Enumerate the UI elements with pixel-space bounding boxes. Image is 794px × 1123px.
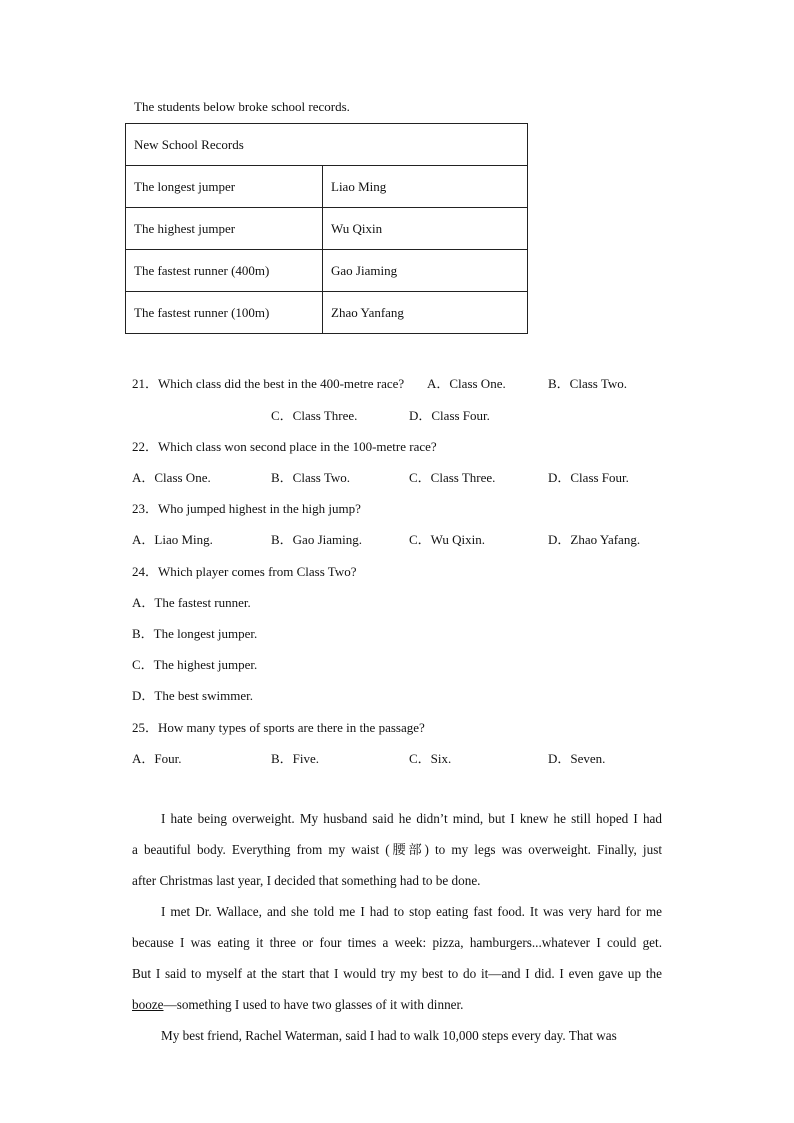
- question-22-stem: 22．Which class won second place in the 100-metre race?: [132, 439, 437, 454]
- q25-option-d: D．Seven.: [548, 751, 606, 766]
- passage-line: My best friend, Rachel Waterman, said I had to walk 10,000 steps every day. That was: [161, 1028, 617, 1043]
- q22-option-c: C．Class Three.: [409, 470, 496, 485]
- question-25-stem: 25．How many types of sports are there in the passage?: [132, 720, 425, 735]
- table-row: [126, 292, 528, 334]
- underlined-word: booze: [132, 997, 164, 1012]
- table-row: [126, 250, 528, 292]
- q21-option-d: D．Class Four.: [409, 408, 490, 423]
- q22-option-d: D．Class Four.: [548, 470, 629, 485]
- q24-option-d: D．The best swimmer.: [132, 688, 253, 703]
- question-23-stem: 23．Who jumped highest in the high jump?: [132, 501, 361, 516]
- q25-option-b: B．Five.: [271, 751, 320, 766]
- q21-option-a: A．Class One.: [427, 376, 506, 391]
- passage-line: because I was eating it three or four times a week: pizza, hamburgers...whatever I could get.: [132, 935, 662, 950]
- q23-option-c: C．Wu Qixin.: [409, 532, 486, 547]
- school-records-table: [125, 123, 528, 334]
- q24-option-a: A．The fastest runner.: [132, 595, 251, 610]
- passage-line-rest: —something I used to have two glasses of it with dinner.: [163, 997, 464, 1012]
- question-24-stem: 24．Which player comes from Class Two?: [132, 564, 357, 579]
- q21-option-b: B．Class Two.: [548, 376, 628, 391]
- question-21-stem: 21．Which class did the best in the 400-metre race?: [132, 376, 405, 391]
- passage-line: I met Dr. Wallace, and she told me I had to stop eating fast food. It was very hard for me: [161, 904, 662, 919]
- q24-option-b: B．The longest jumper.: [132, 626, 258, 641]
- q21-option-c: C．Class Three.: [271, 408, 358, 423]
- name-cell: Gao Jiaming: [323, 250, 528, 292]
- q25-option-a: A．Four.: [132, 751, 182, 766]
- q23-option-b: B．Gao Jiaming.: [271, 532, 362, 547]
- table-header-row: [126, 124, 528, 166]
- passage-line: [132, 989, 662, 1020]
- record-cell: The highest jumper: [126, 208, 323, 250]
- q24-option-c: C．The highest jumper.: [132, 657, 258, 672]
- intro-text: The students below broke school records.: [134, 99, 350, 114]
- q23-option-d: D．Zhao Yafang.: [548, 532, 641, 547]
- table-row: [126, 166, 528, 208]
- passage-line: a beautiful body. Everything from my waist (腰部) to my legs was overweight. Finally, just: [132, 842, 662, 857]
- q25-option-c: C．Six.: [409, 751, 452, 766]
- passage-line: I hate being overweight. My husband said he didn’t mind, but I knew he still hoped I had: [161, 811, 662, 826]
- record-cell: The fastest runner (400m): [126, 250, 323, 292]
- name-cell: Zhao Yanfang: [323, 292, 528, 334]
- record-cell: The longest jumper: [126, 166, 323, 208]
- q23-option-a: A．Liao Ming.: [132, 532, 213, 547]
- name-cell: Wu Qixin: [323, 208, 528, 250]
- passage-line: But I said to myself at the start that I would try my best to do it—and I did. I even gave up the: [132, 966, 662, 981]
- record-cell: The fastest runner (100m): [126, 292, 323, 334]
- passage-line: after Christmas last year, I decided that something had to be done.: [132, 873, 481, 888]
- name-cell: Liao Ming: [323, 166, 528, 208]
- table-row: [126, 208, 528, 250]
- table-header: New School Records: [126, 124, 528, 166]
- q22-option-b: B．Class Two.: [271, 470, 351, 485]
- q22-option-a: A．Class One.: [132, 470, 211, 485]
- reading-passage: [132, 803, 662, 1051]
